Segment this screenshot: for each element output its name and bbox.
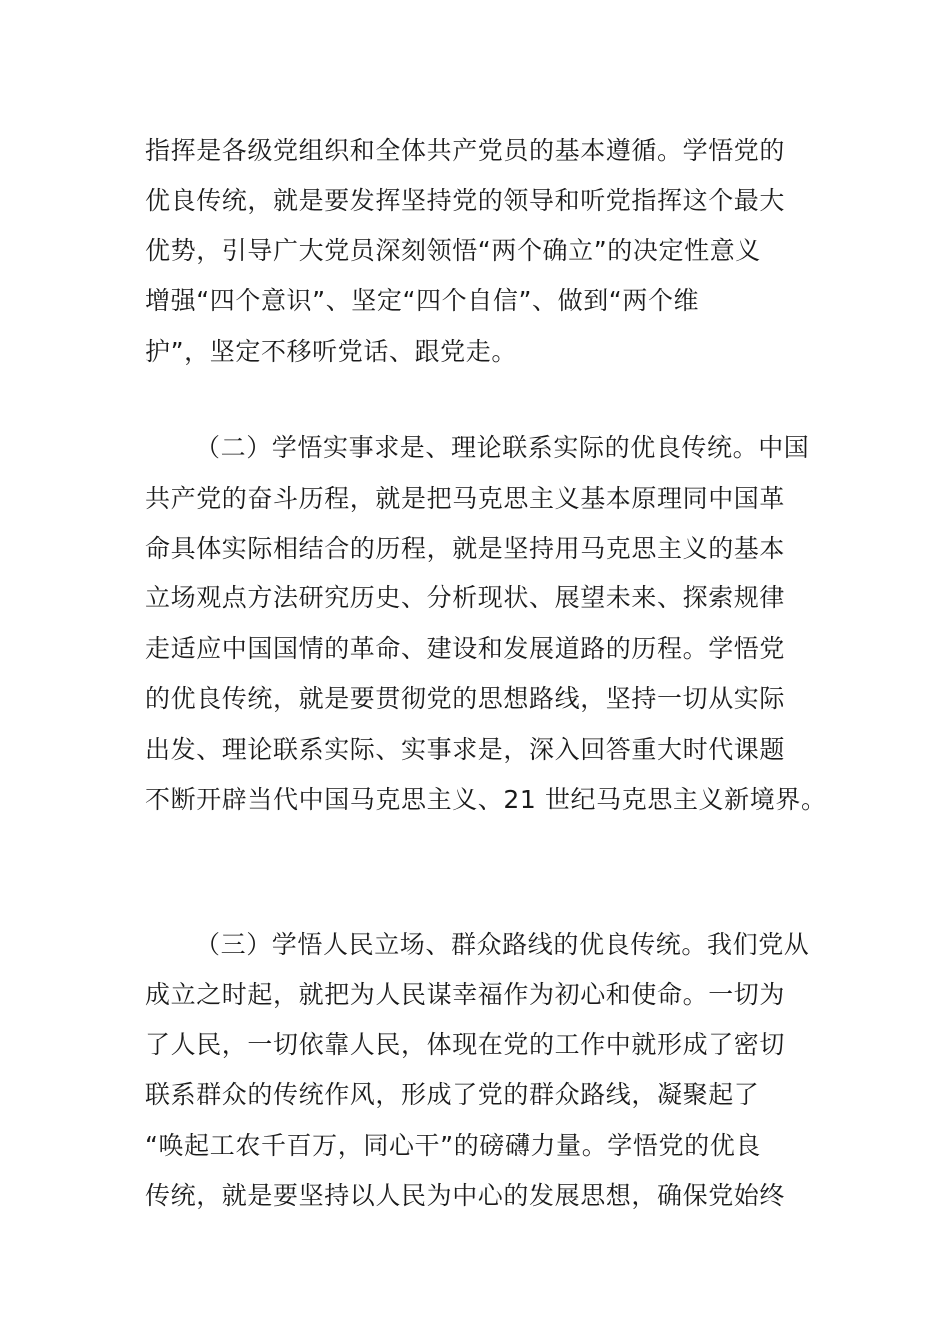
paragraph-2-line-6: 的优良传统，就是要贯彻党的思想路线，坚持一切从实际	[145, 684, 786, 713]
paragraph-2-line-7: 出发、理论联系实际、实事求是，深入回答重大时代课题	[145, 735, 786, 764]
paragraph-1-line-3: 优势，引导广大党员深刻领悟“两个确立”的决定性意义	[145, 236, 761, 265]
paragraph-2-line-8: 不断开辟当代中国马克思主义、21 世纪马克思主义新境界。	[145, 785, 827, 814]
paragraph-3-line-2: 成立之时起，就把为人民谋幸福作为初心和使命。一切为	[145, 980, 786, 1009]
paragraph-1-line-2: 优良传统，就是要发挥坚持党的领导和听党指挥这个最大	[145, 186, 786, 215]
paragraph-3-line-6: 传统，就是要坚持以人民为中心的发展思想，确保党始终	[145, 1181, 786, 1210]
paragraph-1-line-1: 指挥是各级党组织和全体共产党员的基本遵循。学悟党的	[145, 136, 786, 165]
paragraph-2-line-2: 共产党的奋斗历程，就是把马克思主义基本原理同中国革	[145, 484, 786, 513]
paragraph-3-line-4: 联系群众的传统作风，形成了党的群众路线，凝聚起了	[145, 1080, 760, 1109]
paragraph-3-line-3: 了人民，一切依靠人民，体现在党的工作中就形成了密切	[145, 1030, 786, 1059]
paragraph-2-line-3: 命具体实际相结合的历程，就是坚持用马克思主义的基本	[145, 534, 786, 563]
paragraph-2-line-1: （二）学悟实事求是、理论联系实际的优良传统。中国	[195, 433, 810, 462]
paragraph-1-line-5: 护”，坚定不移听党话、跟党走。	[145, 337, 517, 366]
paragraph-2-line-4: 立场观点方法研究历史、分析现状、展望未来、探索规律	[145, 583, 786, 612]
paragraph-3-line-5: “唤起工农千百万，同心干”的磅礴力量。学悟党的优良	[145, 1131, 761, 1160]
paragraph-1-line-4: 增强“四个意识”、坚定“四个自信”、做到“两个维	[145, 286, 700, 315]
paragraph-3-line-1: （三）学悟人民立场、群众路线的优良传统。我们党从	[195, 930, 810, 959]
paragraph-2-line-5: 走适应中国国情的革命、建设和发展道路的历程。学悟党	[145, 634, 786, 663]
